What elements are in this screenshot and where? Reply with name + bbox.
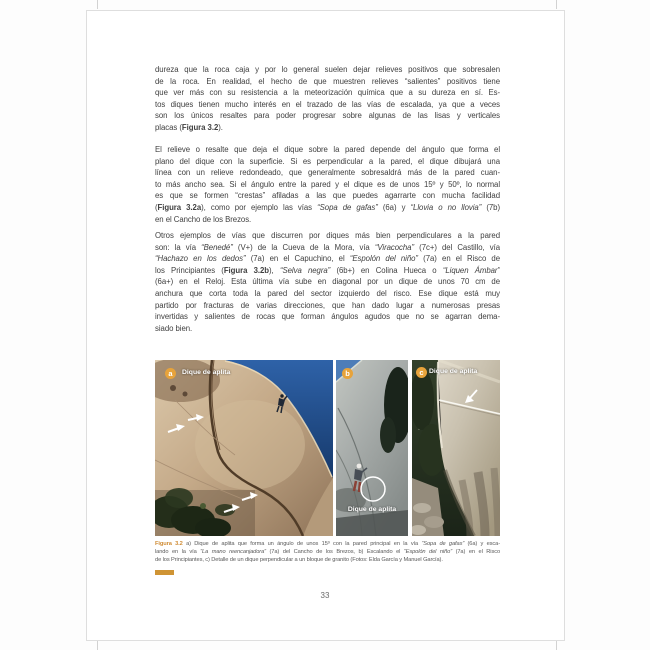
text-run: ), como por ejemplo las vías: [201, 202, 318, 212]
text-run: plano del dique con la superficie. Si es perpendicular a la pared, el dique dibujará una: [155, 156, 500, 166]
figure-3-2: [155, 360, 500, 536]
text-run: (7b): [481, 202, 500, 212]
text-line: [155, 99, 500, 111]
text-run: (6a) y: [377, 202, 411, 212]
text-line: [155, 64, 500, 76]
text-line: [155, 179, 500, 191]
text-run: placas (: [155, 122, 182, 132]
text-line: [155, 167, 500, 179]
text-run: “Viracocha”: [374, 242, 415, 252]
crop-mark: [97, 641, 98, 650]
text-run: Figura 3.2b: [223, 265, 270, 275]
photo-label-a: Dique de aplita: [182, 369, 231, 376]
text-line: [155, 253, 500, 265]
text-run: ).: [218, 122, 223, 132]
text-run: anchura que corta toda la pared del sector izquierdo del risco. Ese dique está muy: [155, 288, 500, 298]
paragraph-2: [155, 144, 500, 225]
rock-hole: [170, 385, 176, 391]
text-run: son los únicos resaltes para poder progresar sobre algunas de las lisas y verticales: [155, 111, 500, 121]
photo-c-illustration: [412, 360, 500, 536]
crop-mark: [556, 641, 557, 650]
text-run: “Sopa de gafas”: [317, 202, 378, 212]
text-run: “Espolón del niño”: [349, 254, 418, 264]
panel-badge-b: b: [342, 368, 353, 379]
photo-label-c: Dique de aplita: [429, 368, 478, 375]
text-line: [155, 323, 500, 335]
figure-photo-c: [412, 360, 500, 536]
text-run: (6a+) en el Reloj. Esta última vía sube en diagonal por un dique de unos 70 cm de: [155, 277, 500, 287]
figure-photo-a: [155, 360, 333, 536]
text-line: [155, 76, 500, 88]
paragraph-1: [155, 64, 500, 134]
text-run: Figura 3.2: [181, 122, 219, 132]
text-run: dureza que la roca caja y por lo general suelen dejar relieves positivos que sobresalen: [155, 65, 500, 74]
text-run: “Liquen Ámbar”: [442, 265, 500, 275]
crop-mark: [97, 0, 98, 9]
text-run: son: la vía: [155, 242, 202, 252]
text-run: (7a) en el Capuchino, el: [245, 254, 350, 264]
text-line: [155, 202, 500, 214]
tree: [380, 417, 396, 453]
text-run: “Benedé”: [201, 242, 233, 252]
text-line: [155, 276, 500, 288]
text-run: es que se formen “crestas” afiladas a las que puedes agarrarte con mucha facilidad: [155, 191, 500, 201]
boulder-small: [413, 503, 431, 513]
text-run: en el Cancho de los Brezos.: [155, 214, 252, 224]
text-run: (7c+) del Castillo, vía: [414, 242, 500, 252]
text-line: [155, 122, 500, 134]
text-line: [155, 144, 500, 156]
text-run: lando en la vía: [155, 549, 201, 556]
text-run: partido por fracturas de varias direcciones, que han dado lugar a numerosas presas: [155, 300, 500, 310]
text-line: [155, 110, 500, 122]
text-run: “La mano reencanjadora”: [200, 549, 266, 556]
text-run: El relieve o resalte que deja el dique sobre la pared depende del ángulo que forma el: [155, 145, 500, 154]
text-run: “Espolón del niño”: [403, 549, 453, 556]
panel-badge-a: a: [165, 368, 176, 379]
page-number: 33: [320, 591, 330, 600]
text-run: a) Dique de aplita que forma un ángulo de unos 15º con la pared principal en la vía: [186, 541, 422, 547]
figure-caption: [155, 540, 500, 565]
text-line: [155, 87, 500, 99]
rock-hole: [183, 392, 188, 397]
text-run: ),: [269, 265, 280, 275]
crop-mark: [556, 0, 557, 9]
water-streak: [494, 468, 498, 536]
photo-label-b: Dique de aplita: [347, 506, 397, 513]
text-run: (V+) de la Cueva de la Mora, vía: [232, 242, 375, 252]
text-run: línea con un relieve redondeado, que generalmente sobresaldrá más de la pared cuan-: [155, 168, 500, 178]
text-run: (: [155, 202, 158, 212]
text-line: [155, 311, 500, 323]
text-run: “Llovia o no llovia”: [410, 202, 482, 212]
text-run: de la roca. En realidad, el hecho de que muestren relieves “salientes” positivos tiene: [155, 76, 500, 86]
text-run: “Selva negra”: [279, 265, 331, 275]
text-line: [155, 265, 500, 277]
text-run: (7a) del Cancho de los Brezos, b) Escalando el: [265, 549, 404, 556]
photo-a-illustration: [155, 360, 333, 536]
text-run: Figura 3.2: [155, 541, 187, 547]
text-run: “Sopa de gafas”: [421, 541, 465, 547]
text-run: Figura 3.2a: [157, 202, 202, 212]
text-run: que ver más con su resistencia a la meteorización química que a su dureza en sí. Es-: [155, 88, 500, 98]
text-line: [155, 300, 500, 312]
text-run: tos diques tienen mucho interés en el trazado de las vías de escalada, ya que a veces: [155, 99, 500, 109]
text-run: los Principiantes (: [155, 265, 224, 275]
text-line: [155, 214, 500, 226]
text-line: [155, 288, 500, 300]
text-run: Otros ejemplos de vías que discurren por diques más bien perpendiculares a la pared: [155, 231, 500, 240]
text-run: (7a) en el Risco de: [417, 254, 500, 264]
text-run: “Hachazo en los dedos”: [155, 254, 246, 264]
text-line: [155, 190, 500, 202]
text-line: [155, 548, 500, 556]
text-run: siado bien.: [155, 323, 193, 333]
panel-badge-c: c: [416, 367, 427, 378]
section-rule: [155, 570, 174, 575]
boulder-small: [424, 516, 444, 528]
paragraph-3: [155, 230, 500, 334]
text-run: (6b+) en Colina Hueca o: [330, 265, 443, 275]
text-run: to más ancho sea. Si el ángulo entre la pared y el dique es de unos 15º y 50º, lo normal: [155, 179, 500, 189]
text-run: invertidas y salientes de rocas que forman ángulos agudos que no se agarran dema-: [155, 312, 500, 322]
text-line: [155, 230, 500, 242]
text-run: de los Principiantes, c) Detalle de un dique perpendicular a un bloque de granito (Fotos: Elda García y Manuel García).: [155, 557, 443, 564]
text-line: [155, 540, 500, 548]
text-run: (7a) en el Risco: [452, 549, 500, 556]
text-line: [155, 156, 500, 168]
text-line: [155, 242, 500, 254]
text-run: (6a) y esca-: [464, 541, 500, 547]
figure-photo-b: [336, 360, 408, 536]
text-line: [155, 556, 500, 564]
